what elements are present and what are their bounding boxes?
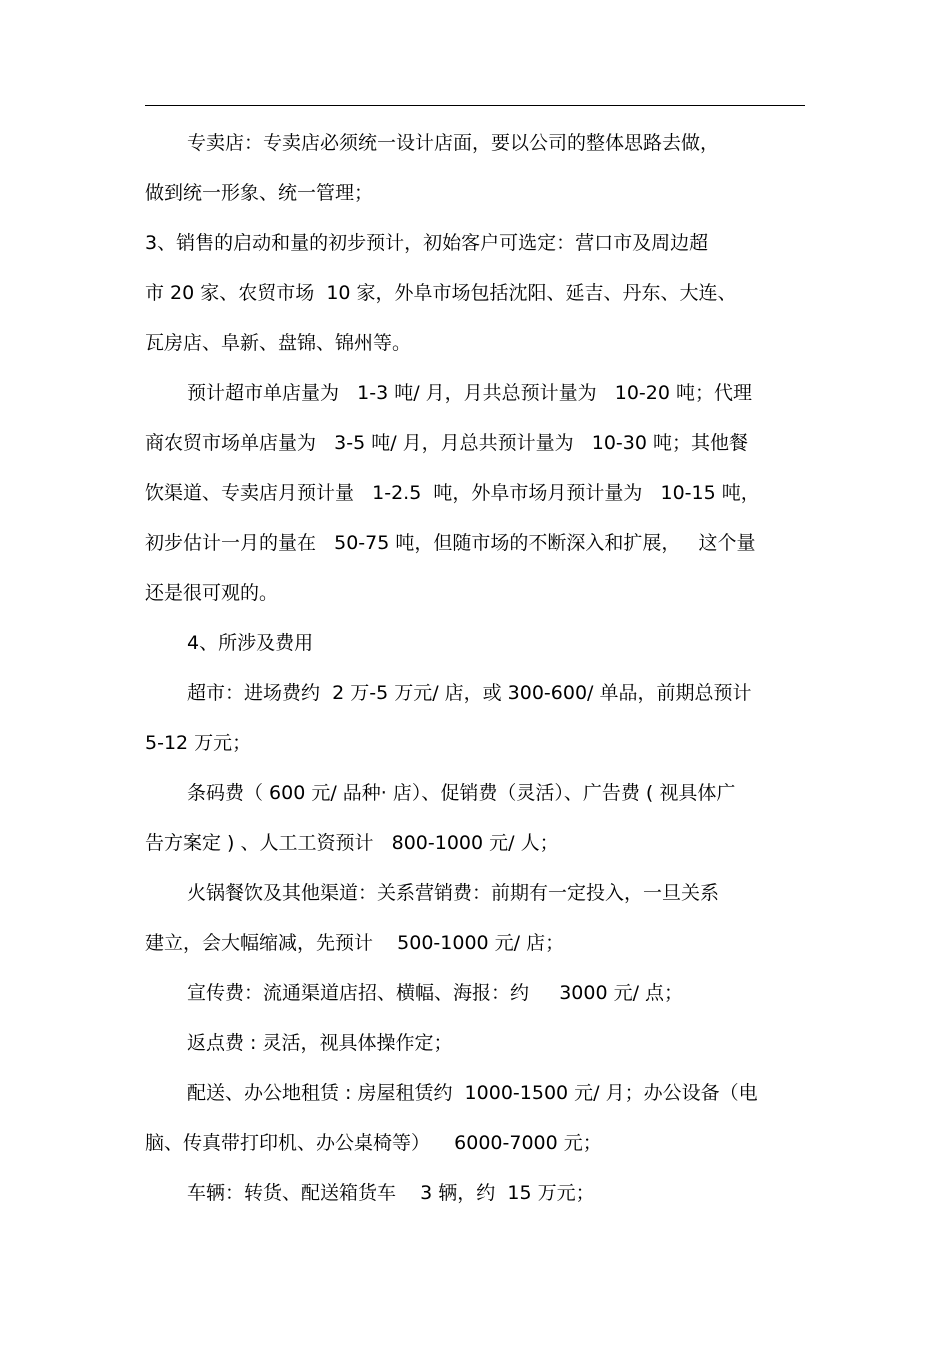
text-line: 预计超市单店量为 1-3 吨/ 月，月共总预计量为 10-20 吨；代理: [187, 382, 753, 404]
text-line: 市 20 家、农贸市场 10 家，外阜市场包括沈阳、延吉、丹东、大连、: [145, 282, 737, 304]
text-line: 初步估计一月的量在 50-75 吨，但随市场的不断深入和扩展， 这个量: [145, 532, 756, 554]
text-line: 超市：进场费约 2 万-5 万元/ 店，或 300-600/ 单品，前期总预计: [187, 682, 752, 704]
text-line: 返点费 : 灵活，视具体操作定；: [187, 1032, 453, 1054]
text-line: 宣传费：流通渠道店招、横幅、海报：约 3000 元/ 点；: [187, 982, 684, 1004]
text-line: 4、所涉及费用: [187, 632, 314, 654]
text-line: 条码费（ 600 元/ 品种· 店）、促销费（灵活）、广告费 ( 视具体广: [187, 782, 736, 804]
text-line: 5-12 万元；: [145, 732, 252, 754]
text-line: 配送、办公地租赁 : 房屋租赁约 1000-1500 元/ 月；办公设备（电: [187, 1082, 758, 1104]
text-line: 做到统一形象、统一管理；: [145, 182, 374, 204]
text-line: 饮渠道、专卖店月预计量 1-2.5 吨，外阜市场月预计量为 10-15 吨，: [145, 482, 760, 504]
text-line: 脑、传真带打印机、办公桌椅等） 6000-7000 元；: [145, 1132, 602, 1154]
text-line: 专卖店：专卖店必须统一设计店面，要以公司的整体思路去做，: [187, 132, 720, 154]
header-rule: [145, 105, 805, 106]
text-line: 商农贸市场单店量为 3-5 吨/ 月，月总共预计量为 10-30 吨；其他餐: [145, 432, 749, 454]
document-body: [145, 118, 810, 1218]
text-line: 瓦房店、阜新、盘锦、锦州等。: [145, 332, 412, 354]
text-line: 建立，会大幅缩减，先预计 500-1000 元/ 店；: [145, 932, 565, 954]
text-line: 车辆：转货、配送箱货车 3 辆，约 15 万元；: [187, 1182, 595, 1204]
text-line: 3、销售的启动和量的初步预计，初始客户可选定：营口市及周边超: [145, 232, 709, 254]
text-line: 火锅餐饮及其他渠道：关系营销费：前期有一定投入，一旦关系: [187, 882, 720, 904]
text-line: 还是很可观的。: [145, 582, 279, 604]
text-line: 告方案定 ) 、人工工资预计 800-1000 元/ 人；: [145, 832, 559, 854]
